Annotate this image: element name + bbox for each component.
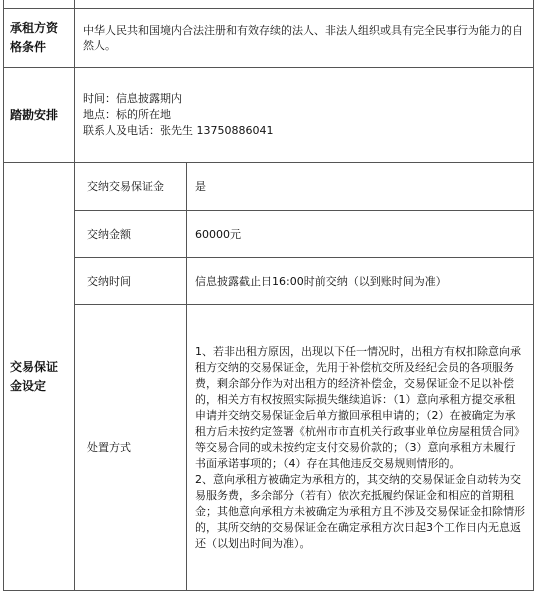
cell-empty <box>75 0 534 9</box>
table-row-deposit-amount <box>4 211 534 258</box>
inspection-contact: 联系人及电话：张先生 13750886041 <box>83 124 274 137</box>
handling-paragraph-1: 1、若非出租方原因，出现以下任一情况时，出租方有权扣除意向承租方交纳的交易保证金，先用于补偿杭交所及经纪会员的各项服务费，剩余部分作为对出租方的经济补偿金，交易保证金不足以补偿的，相关方有权按照实际损失继续追诉：（1）意向承租方提交承租申请并交纳交易保证金后单方撤回承租申请的；（2）在被确定为承租方后未按约定签署《杭州市市直机关行政事业单位房屋租赁合同》等交易合同的或未按约定支付交易价款的；（3）意向承租方未履行书面承诺事项的；（4）存在其他违反交易规则情形的。 <box>195 344 525 470</box>
deposit-required-value: 是 <box>187 163 534 211</box>
deposit-handling-value <box>187 305 534 591</box>
inspection-value <box>75 68 534 163</box>
inspection-label: 踏勘安排 <box>4 68 75 163</box>
deposit-amount-label: 交纳金额 <box>75 211 187 258</box>
cell-empty <box>4 0 75 9</box>
qualification-label: 承租方资格条件 <box>4 9 75 68</box>
deposit-handling-label: 处置方式 <box>75 305 187 591</box>
handling-paragraph-2: 2、意向承租方被确定为承租方的，其交纳的交易保证金自动转为交易服务费，多余部分（若有）依次充抵履约保证金和相应的首期租金；其他意向承租方未被确定为承租方且不涉及交易保证金扣除情形的，其所交纳的交易保证金在确定承租方次日起3个工作日内无息返还（以划出时间为准）。 <box>195 472 525 550</box>
deposit-required-label: 交纳交易保证金 <box>75 163 187 211</box>
table-row-qualification <box>4 9 534 68</box>
inspection-time: 时间：信息披露期内 <box>83 92 182 105</box>
deposit-time-label: 交纳时间 <box>75 258 187 305</box>
table-row-top-partial <box>4 0 534 9</box>
deposit-time-value: 信息披露截止日16:00时前交纳（以到账时间为准） <box>187 258 534 305</box>
table-row-deposit-handling <box>4 305 534 591</box>
deposit-label: 交易保证金设定 <box>4 163 75 591</box>
qualification-value: 中华人民共和国境内合法注册和有效存续的法人、非法人组织或具有完全民事行为能力的自然人。 <box>75 9 534 68</box>
deposit-amount-value: 60000元 <box>187 211 534 258</box>
inspection-location: 地点：标的所在地 <box>83 108 171 121</box>
lease-info-table <box>3 0 534 591</box>
table-row-inspection <box>4 68 534 163</box>
table-row-deposit-time <box>4 258 534 305</box>
table-row-deposit-required <box>4 163 534 211</box>
